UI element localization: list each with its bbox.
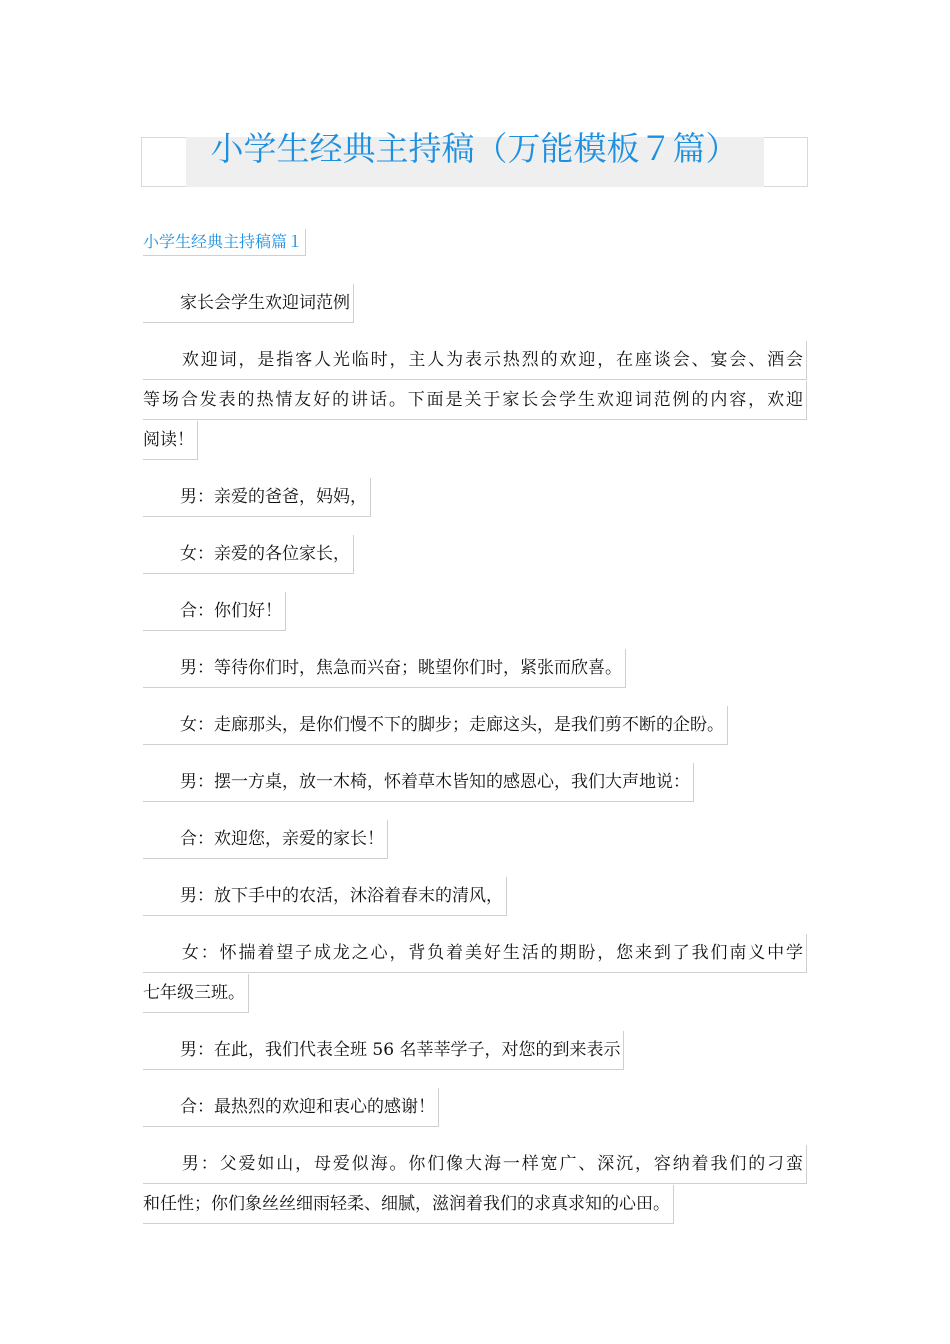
line-text: 合：欢迎您，亲爱的家长！	[180, 829, 384, 849]
paragraph-11	[143, 1031, 624, 1071]
document-title: 小学生经典主持稿（万能模板７篇）	[210, 129, 739, 168]
line-text: 男：亲爱的爸爸，妈妈，	[180, 487, 367, 507]
line-text: 男：在此，我们代表全班 56 名莘莘学子，对您的到来表示	[180, 1040, 621, 1060]
line-text: 男：摆一方桌，放一木椅，怀着草木皆知的感恩心，我们大声地说：	[180, 772, 690, 792]
line-text: 阅读！	[143, 430, 194, 450]
paragraph-5	[143, 649, 626, 689]
paragraph-line	[143, 478, 371, 518]
line-text: 女：亲爱的各位家长，	[180, 544, 350, 564]
paragraph-line	[143, 1088, 439, 1128]
line-text: 女：走廊那头，是你们慢不下的脚步；走廊这头，是我们剪不断的企盼。	[180, 715, 724, 735]
paragraph-6	[143, 706, 728, 746]
paragraph-line	[143, 1145, 807, 1185]
paragraph-line	[143, 381, 807, 421]
paragraph-line	[143, 974, 807, 1014]
paragraph-line	[143, 820, 388, 860]
paragraph-7	[143, 763, 694, 803]
line-text: 家长会学生欢迎词范例	[180, 293, 350, 313]
paragraph-line	[143, 535, 354, 575]
paragraph-13	[143, 1145, 807, 1225]
paragraph-8	[143, 820, 388, 860]
line-text: 男：父爱如山，母爱似海。你们像大海一样宽广、深沉，容纳着我们的刁蛮	[180, 1154, 803, 1174]
line-text: 合：你们好！	[180, 601, 282, 621]
line-text: 男：等待你们时，焦急而兴奋；眺望你们时，紧张而欣喜。	[180, 658, 622, 678]
paragraph-line	[143, 877, 507, 917]
paragraph-line	[143, 1031, 624, 1071]
line-text: 等场合发表的热情友好的讲话。下面是关于家长会学生欢迎词范例的内容，欢迎	[143, 390, 803, 410]
paragraph-3	[143, 535, 354, 575]
paragraph-line	[143, 649, 626, 689]
line-text: 和任性；你们象丝丝细雨轻柔、细腻，滋润着我们的求真求知的心田。	[143, 1194, 670, 1214]
paragraph-2	[143, 478, 371, 518]
paragraph-line	[143, 1185, 807, 1225]
paragraph-line	[143, 592, 286, 632]
paragraph-10	[143, 934, 807, 1014]
line-text: 欢迎词，是指客人光临时，主人为表示热烈的欢迎，在座谈会、宴会、酒会	[180, 350, 803, 370]
paragraph-0	[143, 284, 354, 324]
paragraph-line	[143, 706, 728, 746]
paragraph-9	[143, 877, 507, 917]
paragraph-line	[143, 421, 807, 461]
paragraph-4	[143, 592, 286, 632]
paragraph-12	[143, 1088, 439, 1128]
line-text: 女：怀揣着望子成龙之心，背负着美好生活的期盼，您来到了我们南义中学	[180, 943, 803, 963]
section-heading: 小学生经典主持稿篇１	[143, 229, 306, 256]
paragraph-line	[143, 934, 807, 974]
paragraph-line	[143, 763, 694, 803]
line-text: 七年级三班。	[143, 983, 245, 1003]
paragraph-1	[143, 341, 807, 461]
paragraph-line	[143, 341, 807, 381]
paragraph-line	[143, 284, 354, 324]
line-text: 男：放下手中的农活，沐浴着春末的清风，	[180, 886, 503, 906]
line-text: 合：最热烈的欢迎和衷心的感谢！	[180, 1097, 435, 1117]
